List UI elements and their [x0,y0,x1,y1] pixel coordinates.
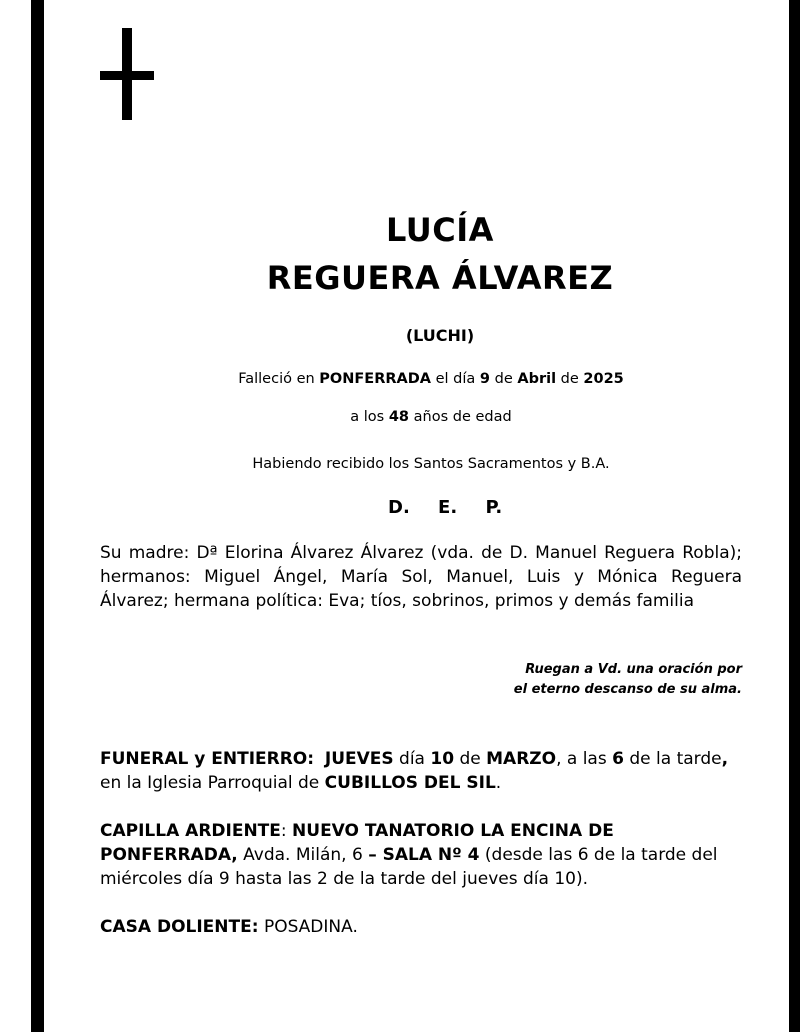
prayer-line-2: el eterno descanso de su alma. [513,682,742,697]
family-paragraph: Su madre: Dª Elorina Álvarez Álvarez (vda. de D. Manuel Reguera Robla); hermanos: Miguel Ángel, María Sol, Manuel, Luis y Mónica Reguera Álvarez; hermana política: Eva; tíos, sobrinos, primos y demás familia [100,543,742,611]
chapel-paragraph: CAPILLA ARDIENTE: NUEVO TANATORIO LA ENCINA DE PONFERRADA, Avda. Milán, 6 – SALA Nº 4 (desde las 6 de la tarde del miércoles día 9 hasta las 2 de la tarde del jueves día 10). [100,821,718,889]
death-year: 2025 [583,371,624,387]
deceased-nickname: (LUCHI) [405,326,475,345]
death-day: 9 [479,371,491,387]
home-paragraph [100,915,745,939]
age-years: 48 [388,409,410,425]
cross-icon [100,28,154,120]
funeral-hour: 6 [612,749,624,769]
chapel-address: Avda. Milán, 6 [243,845,363,865]
prayer-line-1: Ruegan a Vd. una oración por [525,662,742,677]
dep-heading: D. E. P. [388,497,503,518]
deceased-surnames: REGUERA ÁLVAREZ [266,259,614,297]
sacraments-line: Habiendo recibido los Santos Sacramentos y B.A. [252,456,610,472]
chapel-place: NUEVO TANATORIO LA ENCINA DE PONFERRADA, [100,821,614,865]
prayer-request [420,660,742,700]
home-label: CASA DOLIENTE: [100,917,259,937]
death-place: PONFERRADA [319,371,432,387]
funeral-weekday: JUEVES [324,749,394,769]
left-border [31,0,44,1032]
chapel-details: (desde las 6 de la tarde del miércoles día 9 hasta las 2 de la tarde del jueves día 10). [100,845,718,889]
funeral-church-place: CUBILLOS DEL SIL [324,773,496,793]
funeral-paragraph: FUNERAL y ENTIERRO: JUEVES día 10 de MARZO, a las 6 de la tarde, en la Iglesia Parroquial de CUBILLOS DEL SIL. [100,749,729,793]
home-value: POSADINA. [263,917,358,937]
chapel-label: CAPILLA ARDIENTE [100,821,281,841]
death-line: Falleció en PONFERRADA el día 9 de Abril de 2025 [238,371,624,387]
chapel-room: – SALA Nº 4 [368,845,480,865]
funeral-day: 10 [430,749,455,769]
age-line: a los 48 años de edad [350,409,512,425]
deceased-first-name: LUCÍA [386,211,494,249]
death-month: Abril [517,371,557,387]
right-border [789,0,800,1032]
funeral-label: FUNERAL y ENTIERRO: [100,749,315,769]
funeral-month: MARZO [486,749,557,769]
